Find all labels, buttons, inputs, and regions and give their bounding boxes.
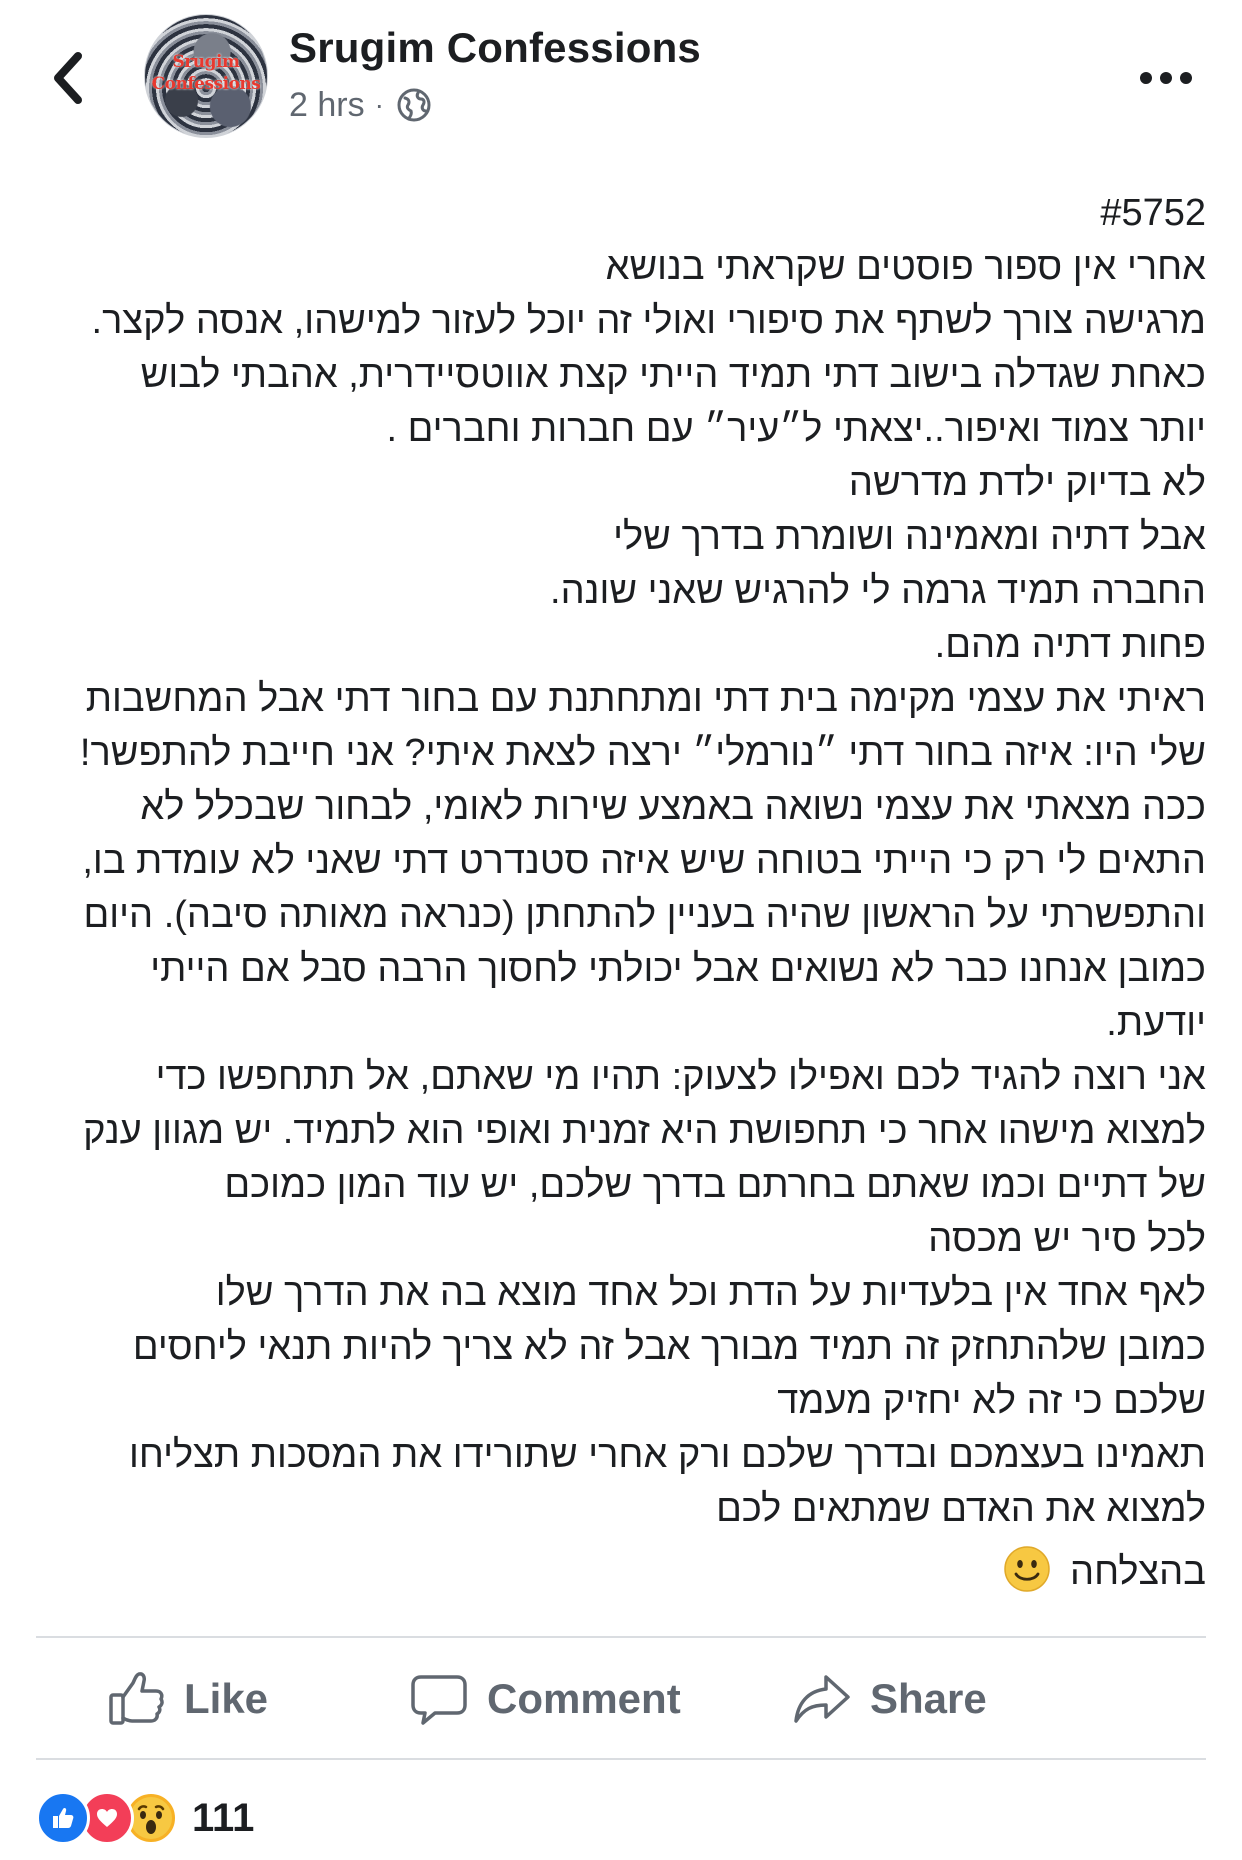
post-text-line: החברה תמיד גרמה לי להרגיש שאני שונה. [550,570,1206,612]
post-text-line: כאחת שגדלה בישוב דתי תמיד הייתי קצת אווטסיידרית, אהבתי לבוש [140,354,1206,396]
thumbs-up-icon [106,1669,166,1729]
action-bar [36,1640,1206,1758]
post-text-line: אני רוצה להגיד לכם ואפילו לצעוק: תהיו מי שאתם, אל תתחפשו כדי [155,1056,1206,1098]
post-text [36,186,1206,1598]
back-button[interactable] [48,48,92,108]
post-text-line: תאמינו בעצמכם ובדרך שלכם ורק אחרי שתורידו את המסכות תצליחו [129,1434,1206,1476]
like-reaction-icon [36,1791,90,1845]
post-text-line: של דתיים וכמו שאתם בחרתם בדרך שלכם, יש עוד המון כמוכם [224,1164,1206,1206]
post-text-line: כמובן שלהתחזק זה תמיד מבורך אבל זה לא צריך להיות תנאי ליחסים [132,1326,1206,1368]
reactions-summary[interactable] [36,1790,254,1846]
share-arrow-icon [792,1669,852,1729]
chevron-left-icon [48,48,92,108]
post-text-line: למצוא מישהו אחר כי תחפושת היא זמנית ואופי הוא לתמיד. יש מגוון ענק [83,1110,1206,1152]
meta-separator: · [374,89,384,120]
post-closing-line [36,1544,1206,1598]
reaction-count: 111 [192,1795,255,1840]
more-horizontal-icon [1140,72,1152,84]
post-text-line: לא בדיוק ילדת מדרשה [848,462,1206,504]
post-text-line: פחות דתיה מהם. [934,624,1206,666]
smile-emoji-icon [1002,1544,1052,1594]
post-text-line: מרגישה צורך לשתף את סיפורי ואולי זה יוכל לעזור למישהו, אנסה לקצר. [91,300,1206,342]
post-text-line: כמובן אנחנו כבר לא נשואים אבל יכולתי לחסוך הרבה סבל אם הייתי [150,948,1206,990]
share-label: Share [870,1675,987,1722]
page-avatar[interactable] [144,14,268,138]
post-text-line: והתפשרתי על הראשון שהיה בעניין להתחתן (כנראה מאותה סיבה). היום [83,894,1206,936]
like-button[interactable] [106,1640,268,1758]
divider-top [36,1636,1206,1638]
post-text-line: ראיתי את עצמי מקימה בית דתי ומתחתנת עם בחור דתי אבל המחשבות [85,678,1206,720]
avatar-text-line1: Srugim [172,52,240,72]
avatar-text-line2: Confessions [151,74,261,94]
share-button[interactable] [792,1640,987,1758]
post-text-line: יותר צמוד ואיפור..יצאתי ל״עיר״ עם חברות וחברים . [386,408,1206,450]
more-options-button[interactable] [1140,66,1196,90]
post-number: #5752 [1100,192,1206,234]
comment-bubble-icon [409,1669,469,1729]
like-label: Like [184,1675,269,1722]
post-text-line: אבל דתיה ומאמינה ושומרת בדרך שלי [613,516,1206,558]
globe-icon [396,87,432,123]
comment-button[interactable] [409,1640,681,1758]
post-text-line: שלי היו: איזה בחור דתי ״נורמלי״ ירצה לצאת איתי? אני חייבת להתפשר! [79,732,1206,774]
divider-bottom [36,1758,1206,1760]
post-timestamp[interactable]: 2 hrs [289,85,365,124]
post-text-line: התאים לי רק כי הייתי בטוחה שיש איזה סטנדרט דתי שאני לא עומדת בו, [82,840,1206,882]
post-text-line: ככה מצאתי את עצמי נשואה באמצע שירות לאומי, לבחור שבכלל לא [140,786,1206,828]
post-meta [289,84,432,126]
post-text-line: לאף אחד אין בלעדיות על הדת וכל אחד מוצא בה את הדרך שלו [215,1272,1206,1314]
post-text-line: יודעת. [1106,1002,1206,1044]
page-name[interactable]: Srugim Confessions [289,24,701,71]
post-text-line: אחרי אין ספור פוסטים שקראתי בנושא [605,246,1206,288]
post-text-line: למצוא את האדם שמתאים לכם [716,1488,1206,1530]
comment-label: Comment [487,1675,681,1722]
post-text-line: שלכם כי זה לא יחזיק מעמד [777,1380,1206,1422]
post-header [0,0,1242,150]
post-text-line: לכל סיר יש מכסה [928,1218,1206,1260]
post-closing-text: בהצלחה [1070,1551,1206,1593]
